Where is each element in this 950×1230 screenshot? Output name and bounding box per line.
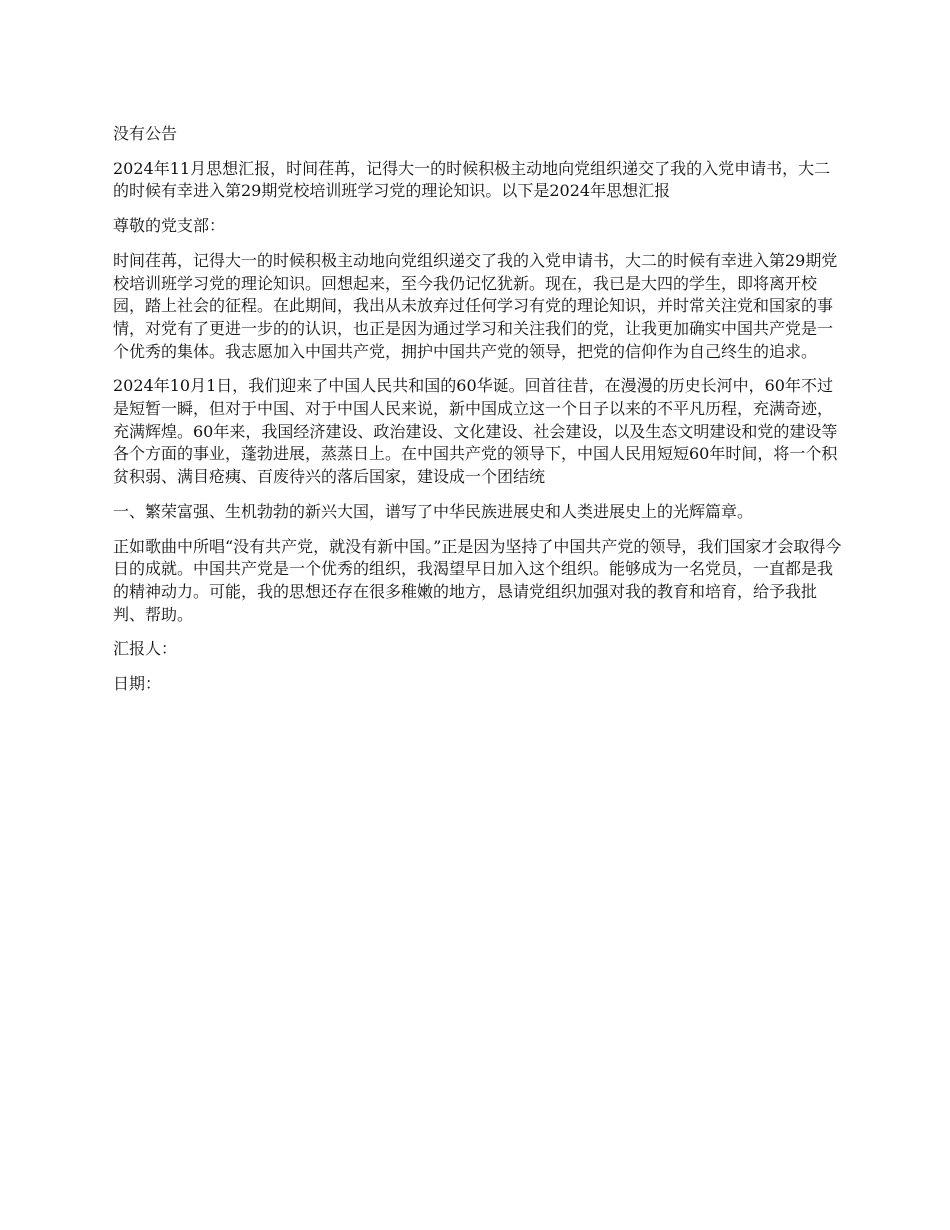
reporter-label: 汇报人：	[113, 639, 178, 659]
body-paragraph-3: 一、繁荣富强、生机勃勃的新兴大国，谱写了中华民族进展史和人类进展史上的光辉篇章。	[113, 501, 754, 521]
salutation: 尊敬的党支部：	[113, 216, 226, 236]
date-label: 日期：	[113, 674, 162, 694]
body-paragraph-4: 正如歌曲中所唱“没有共产党，就没有新中国。”正是因为坚持了中国共产党的领导，我们国家才会取得今日的成就。中国共产党是一个优秀的组织，我渴望早日加入这个组织。能够成为一名党员，一直都是我的精神动力。可能，我的思想还存在很多稚嫩的地方，恳请党组织加强对我的教育和培育，给予我批判、帮助。	[113, 536, 842, 624]
document-page	[113, 123, 843, 708]
intro-paragraph: 2024年11月思想汇报，时间荏苒，记得大一的时候积极主动地向党组织递交了我的入党申请书，大二的时候有幸进入第29期党校培训班学习党的理论知识。以下是2024年思想汇报	[113, 158, 831, 201]
notice-line: 没有公告	[113, 124, 178, 143]
body-paragraph-2: 2024年10月1日，我们迎来了中国人民共和国的60华诞。回首往昔，在漫漫的历史长河中，60年不过是短暂一瞬，但对于中国、对于中国人民来说，新中国成立这一个日子以来的不平凡历程，充满奇迹，充满辉煌。60年来，我国经济建设、政治建设、文化建设、社会建设，以及生态文明建设和党的建设等各个方面的事业，蓬勃进展，蒸蒸日上。在中国共产党的领导下，中国人民用短短60年时间，将一个积贫积弱、满目疮痍、百废待兴的落后国家，建设成一个团结统	[113, 376, 838, 487]
body-paragraph-1: 时间荏苒，记得大一的时候积极主动地向党组织递交了我的入党申请书，大二的时候有幸进入第29期党校培训班学习党的理论知识。回想起来，至今我仍记忆犹新。现在，我已是大四的学生，即将离开校园，踏上社会的征程。在此期间，我出从未放弃过任何学习有党的理论知识，并时常关注党和国家的事情，对党有了更进一步的的认识，也正是因为通过学习和关注我们的党，让我更加确实中国共产党是一个优秀的集体。我志愿加入中国共产党，拥护中国共产党的领导，把党的信仰作为自己终生的追求。	[113, 250, 838, 361]
